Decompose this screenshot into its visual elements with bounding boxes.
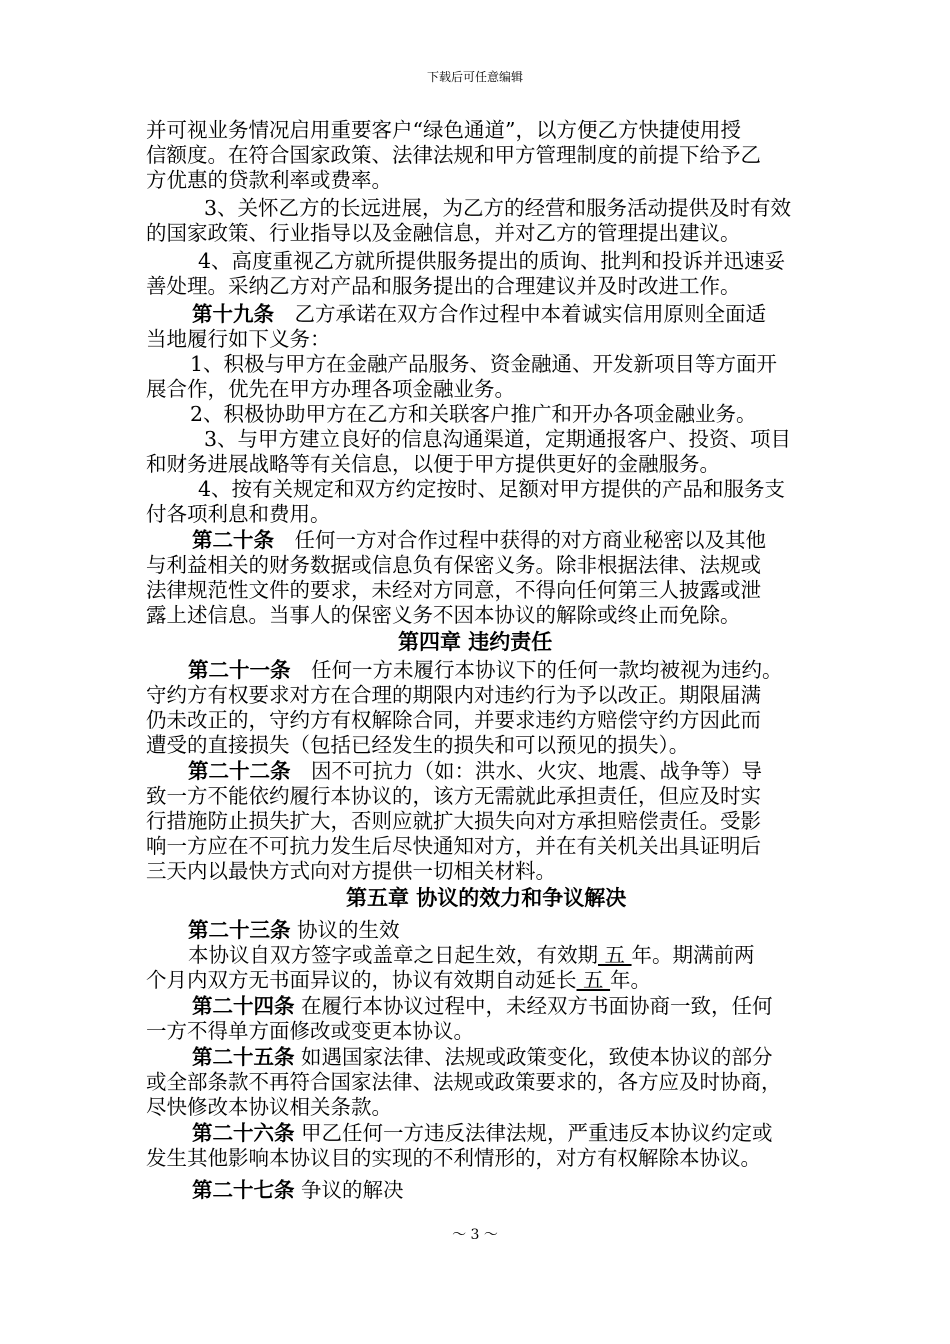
article-20 [192, 528, 766, 552]
text-line: 响一方应在不可抗力发生后尽快通知对方，并在有关机关出具证明后 [146, 834, 761, 858]
page-number: ～ 3 ～ [452, 1227, 498, 1243]
article-title: 第二十二条 [188, 759, 291, 783]
text-line: 4、按有关规定和双方约定按时、足额对甲方提供的产品和服务支 [198, 477, 786, 501]
article-23 [188, 918, 400, 942]
text-line [146, 968, 651, 992]
text-line: 3、与甲方建立良好的信息沟通渠道，定期通报客户、投资、项目 [204, 427, 792, 451]
article-25 [192, 1045, 773, 1069]
chapter-5-heading: 第五章 协议的效力和争议解决 [346, 886, 627, 910]
text-line: 发生其他影响本协议目的实现的不利情形的，对方有权解除本协议。 [146, 1146, 761, 1170]
article-title: 第二十三条 [188, 918, 291, 942]
text-segment: 年。 [610, 968, 652, 992]
article-title: 第二十四条 [192, 994, 295, 1018]
text-line: 行措施防止损失扩大，否则应就扩大损失向对方承担赔偿责任。受影 [146, 809, 761, 833]
article-24 [192, 994, 773, 1018]
text-line: 遭受的直接损失（包括已经发生的损失和可以预见的损失）。 [146, 733, 690, 757]
extension-value: 五 [576, 968, 611, 992]
article-text: 如遇国家法律、法规或政策变化，致使本协议的部分 [301, 1045, 773, 1069]
article-27 [192, 1178, 404, 1202]
text-line [188, 943, 755, 967]
article-text: 乙方承诺在双方合作过程中本着诚实信用原则全面适 [294, 302, 766, 326]
article-text: 任何一方未履行本协议下的任何一款均被视为违约。 [311, 658, 783, 682]
article-text: 因不可抗力（如：洪水、火灾、地震、战争等）导 [311, 759, 762, 783]
article-text: 任何一方对合作过程中获得的对方商业秘密以及其他 [294, 528, 766, 552]
article-22 [188, 759, 762, 783]
article-text: 甲乙任何一方违反法律法规，严重违反本协议约定或 [301, 1121, 773, 1145]
chapter-4-heading: 第四章 违约责任 [398, 630, 553, 654]
article-heading: 争议的解决 [301, 1178, 404, 1202]
text-line: 4、高度重视乙方就所提供服务提出的质询、批判和投诉并迅速妥 [198, 249, 786, 273]
text-line: 守约方有权要求对方在合理的期限内对违约行为予以改正。期限届满 [146, 683, 761, 707]
term-value: 五 [598, 943, 632, 967]
text-line: 2、积极协助甲方在乙方和关联客户推广和开办各项金融业务。 [190, 402, 757, 426]
article-title: 第十九条 [192, 302, 274, 326]
article-title: 第二十一条 [188, 658, 291, 682]
text-line: 并可视业务情况启用重要客户“绿色通道”，以方便乙方快捷使用授 [146, 118, 741, 142]
text-line: 善处理。采纳乙方对产品和服务提出的合理建议并及时改进工作。 [146, 274, 741, 298]
text-line: 法律规范性文件的要求，未经对方同意，不得向任何第三人披露或泄 [146, 578, 761, 602]
page-header: 下载后可任意编辑 [426, 70, 523, 84]
text-line: 与利益相关的财务数据或信息负有保密义务。除非根据法律、法规或 [146, 553, 761, 577]
text-line: 的国家政策、行业指导以及金融信息，并对乙方的管理提出建议。 [146, 221, 741, 245]
article-title: 第二十条 [192, 528, 274, 552]
text-line: 展合作，优先在甲方办理各项金融业务。 [146, 377, 515, 401]
text-line: 致一方不能依约履行本协议的，该方无需就此承担责任，但应及时实 [146, 784, 761, 808]
article-title: 第二十五条 [192, 1045, 295, 1069]
article-21 [188, 658, 783, 682]
article-26 [192, 1121, 773, 1145]
text-line: 1、积极与甲方在金融产品服务、资金融通、开发新项目等方面开 [190, 352, 778, 376]
article-title: 第二十六条 [192, 1121, 295, 1145]
article-19 [192, 302, 766, 326]
text-line: 3、关怀乙方的长远进展，为乙方的经营和服务活动提供及时有效 [204, 196, 792, 220]
text-line: 三天内以最快方式向对方提供一切相关材料。 [146, 859, 556, 883]
text-segment: 年。期满前两 [631, 943, 755, 967]
article-heading: 协议的生效 [297, 918, 400, 942]
text-line: 当地履行如下义务： [146, 327, 331, 351]
text-line: 信额度。在符合国家政策、法律法规和甲方管理制度的前提下给予乙 [146, 143, 761, 167]
text-line: 一方不得单方面修改或变更本协议。 [146, 1019, 474, 1043]
text-line: 方优惠的贷款利率或费率。 [146, 168, 392, 192]
text-line: 付各项利息和费用。 [146, 502, 331, 526]
text-segment: 本协议自双方签字或盖章之日起生效，有效期 [188, 943, 598, 967]
article-title: 第二十七条 [192, 1178, 295, 1202]
article-text: 在履行本协议过程中，未经双方书面协商一致，任何 [301, 994, 773, 1018]
text-segment: 个月内双方无书面异议的，协议有效期自动延长 [146, 968, 577, 992]
text-line: 露上述信息。当事人的保密义务不因本协议的解除或终止而免除。 [146, 603, 741, 627]
text-line: 仍未改正的，守约方有权解除合同，并要求违约方赔偿守约方因此而 [146, 708, 761, 732]
text-line: 尽快修改本协议相关条款。 [146, 1095, 392, 1119]
text-line: 或全部条款不再符合国家法律、法规或政策要求的，各方应及时协商， [146, 1070, 782, 1094]
text-line: 和财务进展战略等有关信息，以便于甲方提供更好的金融服务。 [146, 452, 720, 476]
